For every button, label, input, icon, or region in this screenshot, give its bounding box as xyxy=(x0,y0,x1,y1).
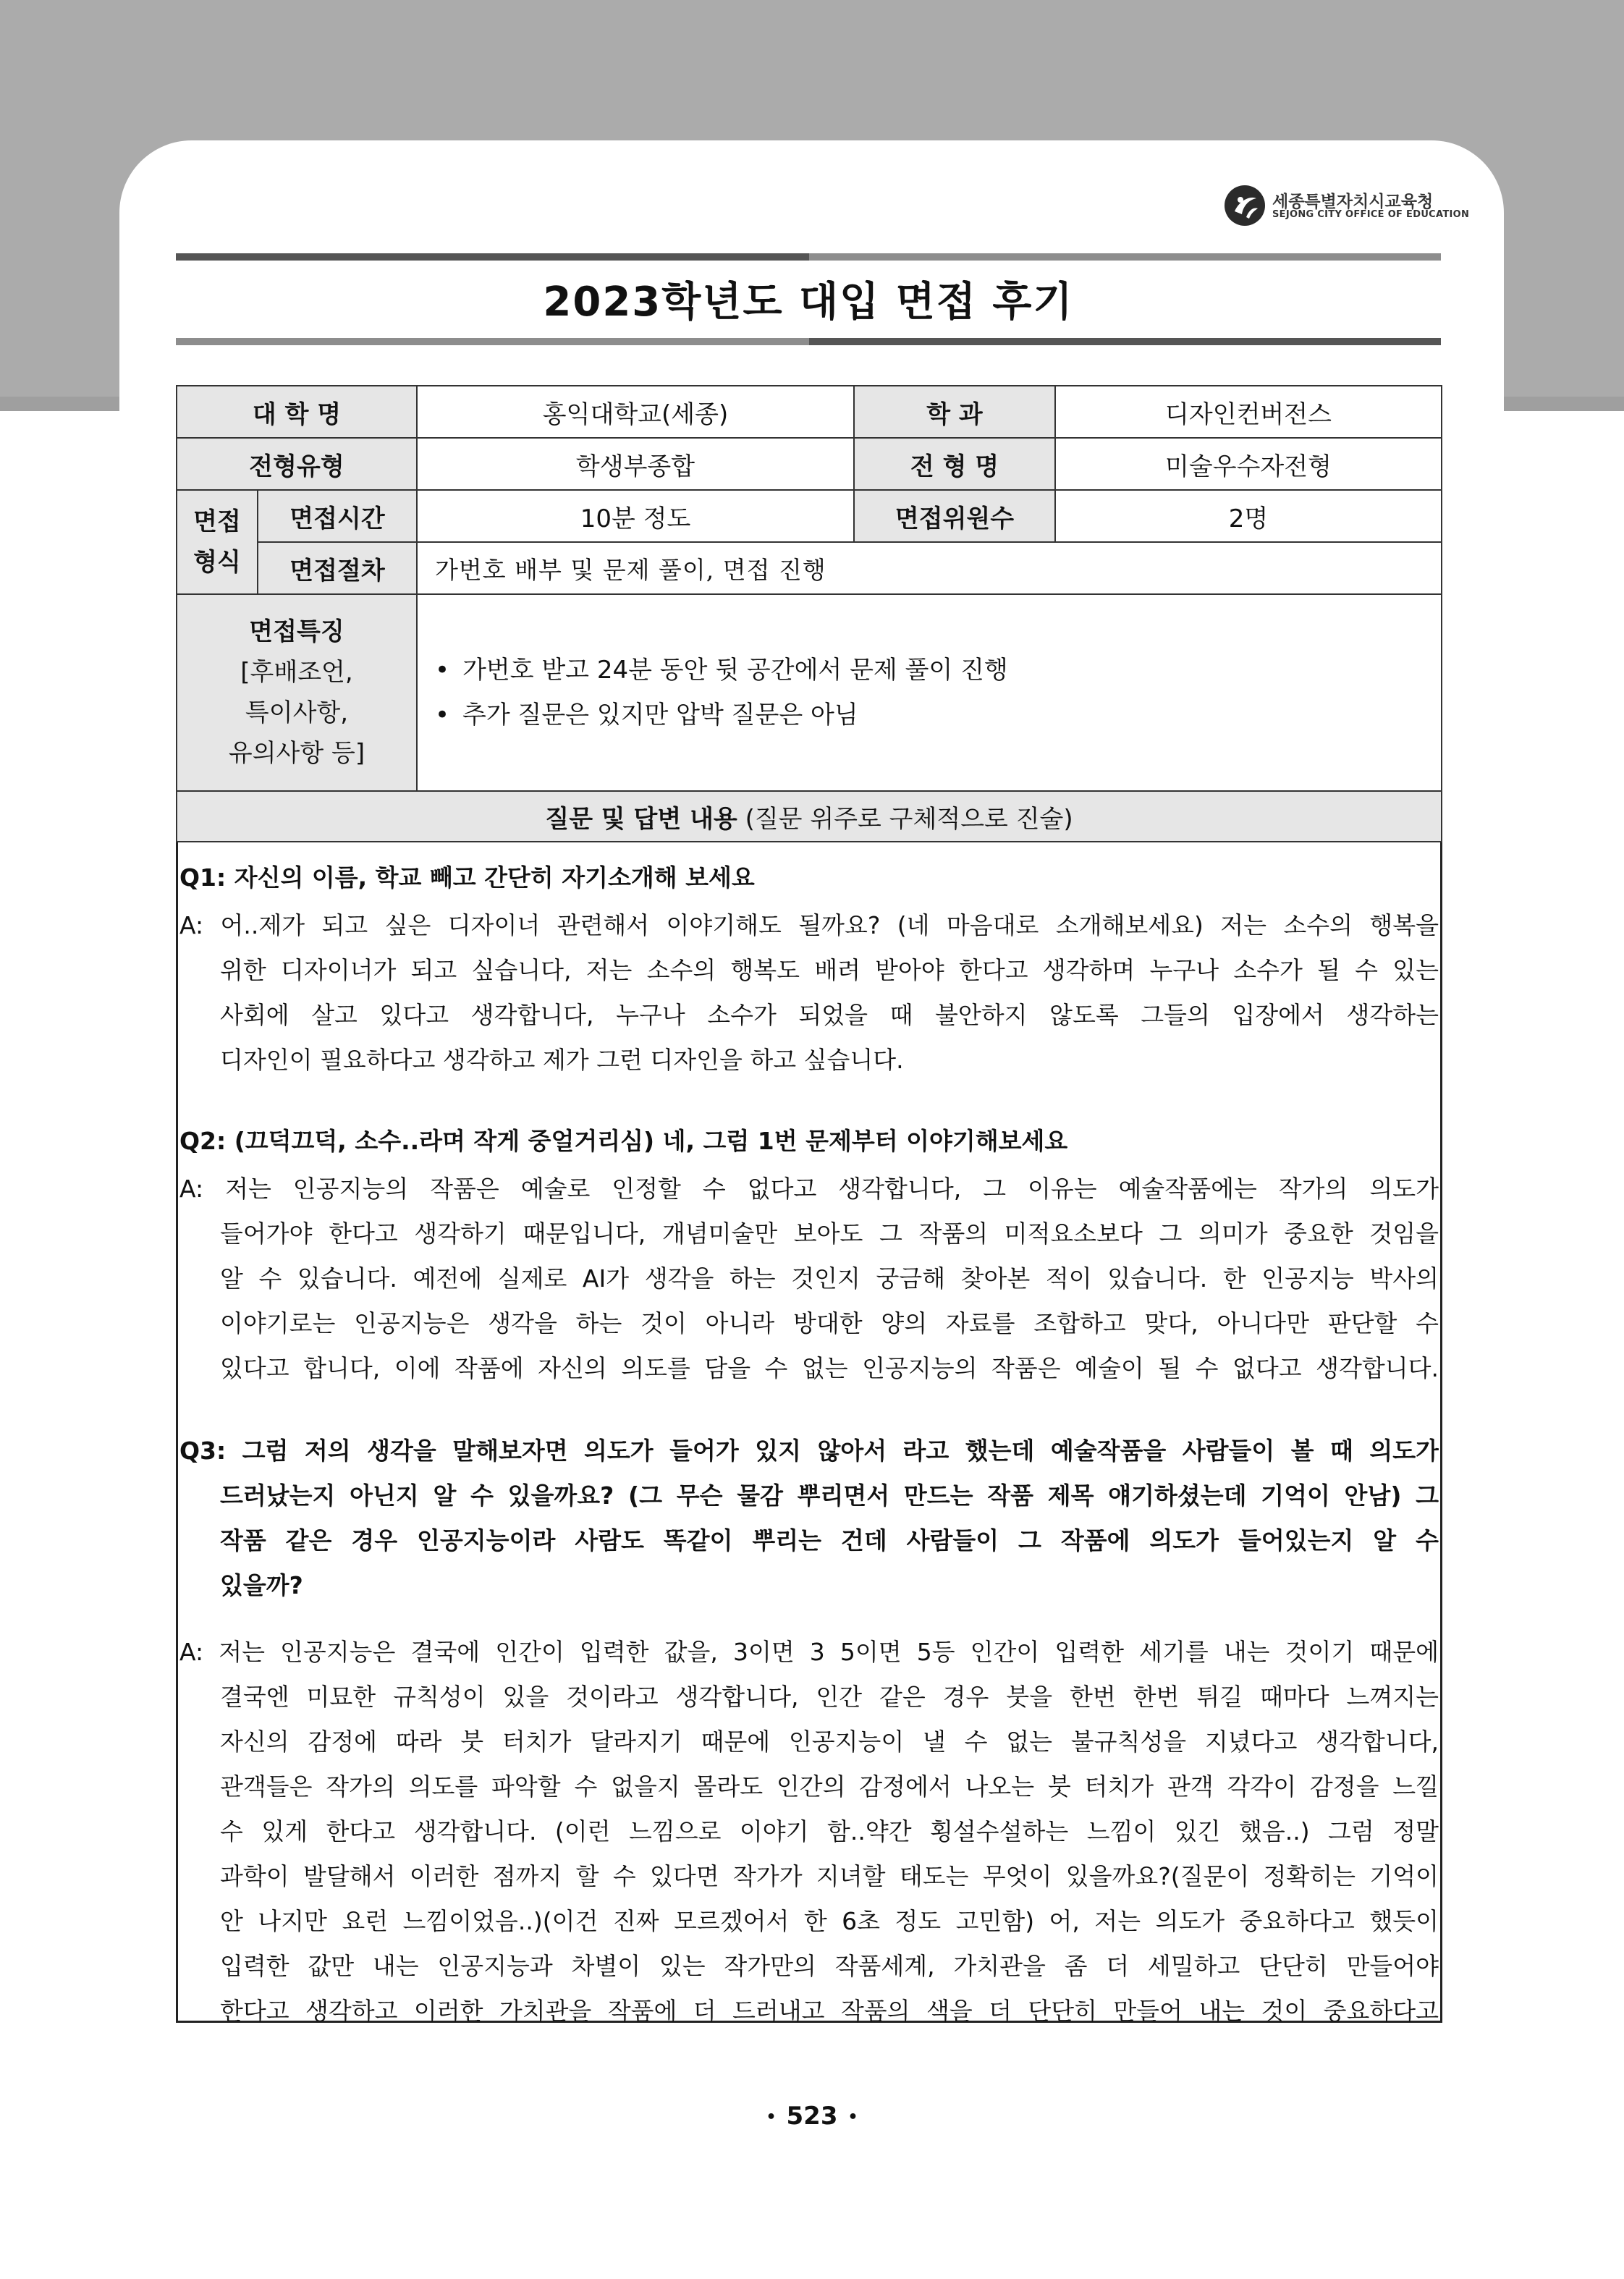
features-value xyxy=(417,594,1442,791)
interviewers-label: 면접위원수 xyxy=(854,490,1055,542)
features-label-line: [후배조언, xyxy=(240,658,353,687)
features-label xyxy=(177,594,417,791)
feature-item: • 가번호 받고 24분 동안 뒷 공간에서 문제 풀이 진행 xyxy=(435,648,1441,693)
time-label: 면접시간 xyxy=(258,490,417,542)
qa-header-note: (질문 위주로 구체적으로 진술) xyxy=(737,804,1073,834)
answer-line: 있다고 합니다, 이에 작품에 자신의 의도를 담을 수 없는 인공지능의 작품은 예술이 될 수 없다고 생각합니다. xyxy=(220,1354,1439,1382)
track-label: 전 형 명 xyxy=(854,438,1055,490)
page-number: 523 xyxy=(786,2102,838,2131)
bullet-icon: • xyxy=(847,2108,858,2126)
title-rule xyxy=(809,338,1441,345)
answer-line: 안 나지만 요런 느낌이었음..)(이건 진짜 모르겠어서 한 6초 정도 고민함) 어, 저는 의도가 중요하다고 했듯이 xyxy=(220,1907,1439,1935)
answer-line: 과학이 발달해서 이러한 점까지 할 수 있다면 작가가 지녀할 태도는 무엇이 있을까요?(질문이 정확히는 기억이 xyxy=(220,1862,1439,1890)
left-tab-bar xyxy=(0,397,119,411)
answer-line: 수 있게 한다고 생각합니다. (이런 느낌으로 이야기 함..약간 횡설수설하는 느낌이 있긴 했음..) 그럼 정말 xyxy=(220,1817,1439,1845)
format-label xyxy=(177,490,258,594)
answer-line: A: 저는 인공지능은 결국에 인간이 입력한 값을, 3이면 3 5이면 5등 인간이 입력한 세기를 내는 것이기 때문에 xyxy=(179,1638,1439,1666)
logo-name: 세종특별자치시교육청 xyxy=(1272,193,1434,211)
answer-1 xyxy=(179,903,1439,1083)
logo-subtitle: SEJONG CITY OFFICE OF EDUCATION xyxy=(1272,209,1470,220)
interviewers-value: 2명 xyxy=(1055,490,1442,542)
features-label-line: 특이사항, xyxy=(245,698,349,727)
time-value: 10분 정도 xyxy=(417,490,854,542)
right-tab-bar xyxy=(1504,397,1624,411)
page-footer xyxy=(0,2102,1624,2131)
answer-line: 사회에 살고 있다고 생각합니다, 누구나 소수가 되었을 때 불안하지 않도록 그들의 입장에서 생각하는 xyxy=(220,1001,1439,1029)
question-3 xyxy=(179,1429,1439,1608)
interview-info-table xyxy=(176,385,1442,842)
question-2: Q2: (끄덕끄덕, 소수..라며 작게 중얼거리심) 네, 그럼 1번 문제부터 이야기해보세요 xyxy=(179,1127,1068,1155)
answer-2 xyxy=(179,1167,1439,1391)
answer-line: 결국엔 미묘한 규칙성이 있을 것이라고 생각합니다, 인간 같은 경우 붓을 한번 한번 튀길 때마다 느껴지는 xyxy=(220,1683,1439,1711)
question-line: 드러났는지 아닌지 알 수 있을까요? (그 무슨 물감 뿌리면서 만드는 작품 제목 얘기하셨는데 기억이 안남) 그 xyxy=(220,1481,1439,1510)
question-1: Q1: 자신의 이름, 학교 빼고 간단히 자기소개해 보세요 xyxy=(179,863,755,892)
type-value: 학생부종합 xyxy=(417,438,854,490)
answer-line: A: 어..제가 되고 싶은 디자이너 관련해서 이야기해도 될까요? (네 마음대로 소개해보세요) 저는 소수의 행복을 xyxy=(179,911,1439,939)
type-label: 전형유형 xyxy=(177,438,417,490)
answer-line: 디자인이 필요하다고 생각하고 제가 그런 디자인을 하고 싶습니다. xyxy=(220,1046,904,1074)
features-label-line: 유의사항 등] xyxy=(228,739,365,768)
feature-item: • 추가 질문은 있지만 압박 질문은 아님 xyxy=(435,693,1441,737)
logo-swirl-icon xyxy=(1225,185,1265,226)
answer-line: 이야기로는 인공지능은 생각을 하는 것이 아니라 방대한 양의 자료를 조합하고 맞다, 아니다만 판단할 수 xyxy=(220,1309,1439,1337)
answer-line: 위한 디자이너가 되고 싶습니다, 저는 소수의 행복도 배려 받아야 한다고 생각하며 누구나 소수가 될 수 있는 xyxy=(220,956,1439,984)
answer-line: 관객들은 작가의 의도를 파악할 수 없을지 몰라도 인간의 감정에서 나오는 붓 터치가 관객 각각이 감정을 느낄 xyxy=(220,1772,1439,1801)
question-line: 작품 같은 경우 인공지능이라 사람도 똑같이 뿌리는 건데 사람들이 그 작품에 의도가 들어있는지 알 수 xyxy=(220,1526,1439,1555)
procedure-value: 가번호 배부 및 문제 풀이, 면접 진행 xyxy=(417,542,1442,594)
answer-line: 자신의 감정에 따라 붓 터치가 달라지기 때문에 인공지능이 낼 수 없는 불규칙성을 지녔다고 생각합니다, xyxy=(220,1728,1439,1756)
department-label: 학 과 xyxy=(854,386,1055,438)
answer-line: 들어가야 한다고 생각하기 때문입니다, 개념미술만 보아도 그 작품의 미적요소보다 그 의미가 중요한 것임을 xyxy=(220,1219,1439,1248)
university-value: 홍익대학교(세종) xyxy=(417,386,854,438)
format-label-line: 면접 xyxy=(193,507,241,536)
department-value: 디자인컨버전스 xyxy=(1055,386,1442,438)
title-rule xyxy=(176,338,809,345)
question-line: 있을까? xyxy=(220,1571,303,1599)
procedure-label: 면접절차 xyxy=(258,542,417,594)
qa-section-header xyxy=(177,791,1442,842)
question-line: Q3: 그럼 저의 생각을 말해보자면 의도가 들어가 있지 않아서 라고 했는데 예술작품을 사람들이 볼 때 의도가 xyxy=(179,1437,1439,1465)
title-rule xyxy=(176,253,809,261)
qa-content xyxy=(176,842,1442,2023)
page-title: 2023학년도 대입 면접 후기 xyxy=(543,279,1074,326)
features-list xyxy=(418,648,1441,737)
format-label-line: 형식 xyxy=(193,548,241,577)
qa-header-title: 질문 및 답변 내용 xyxy=(545,804,737,834)
bullet-icon: • xyxy=(766,2108,777,2126)
answer-line: 알 수 있습니다. 예전에 실제로 AI가 생각을 하는 것인지 궁금해 찾아본 적이 있습니다. 한 인공지능 박사의 xyxy=(220,1264,1439,1293)
answer-line: 입력한 값만 내는 인공지능과 차별이 있는 작가만의 작품세계, 가치관을 좀 더 세밀하고 단단히 만들어야 xyxy=(220,1952,1439,1980)
features-label-line: 면접특징 xyxy=(249,617,344,646)
answer-line: 한다고 생각하고 이러한 가치관을 작품에 더 드러내고 작품의 색을 더 단단히 만들어 내는 것이 중요하다고 xyxy=(220,1997,1439,2025)
answer-3 xyxy=(179,1630,1439,2034)
answer-line: A: 저는 인공지능의 작품은 예술로 인정할 수 없다고 생각합니다, 그 이유는 예술작품에는 작가의 의도가 xyxy=(179,1175,1439,1203)
title-rule xyxy=(809,253,1441,261)
university-label: 대 학 명 xyxy=(177,386,417,438)
office-logo xyxy=(1225,185,1470,227)
track-value: 미술우수자전형 xyxy=(1055,438,1442,490)
